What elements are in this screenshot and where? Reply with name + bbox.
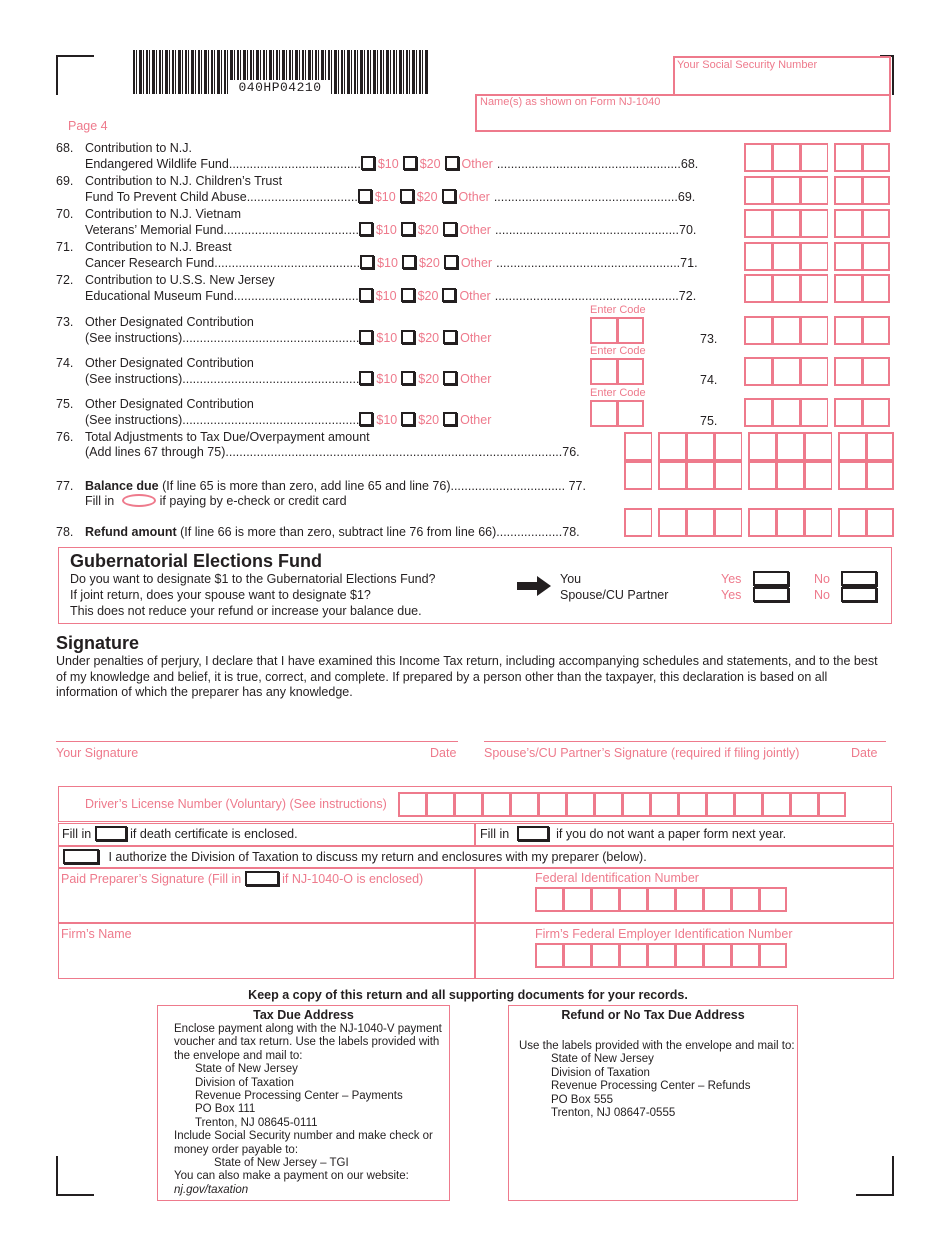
leader-dots: ..................................................... — [494, 223, 680, 237]
option-10: $10 — [375, 289, 397, 303]
preparer-signature-row — [61, 871, 423, 886]
amount-field-76[interactable] — [624, 432, 894, 461]
line-label: Other Designated Contribution — [85, 356, 254, 370]
corner-mark-top-left — [56, 55, 94, 95]
address-line: money order payable to: — [174, 1143, 299, 1156]
address-line: State of New Jersey — [551, 1053, 654, 1066]
divider — [58, 867, 894, 869]
gef-line-3: This does not reduce your refund or increase your balance due. — [70, 604, 422, 618]
page-number: Page 4 — [68, 119, 108, 133]
checkbox-other[interactable] — [443, 330, 457, 344]
checkbox-other[interactable] — [443, 371, 457, 385]
option-other: Other — [461, 157, 493, 171]
enter-code-label: Enter Code — [590, 345, 646, 357]
option-20: $20 — [419, 157, 441, 171]
address-line: Division of Taxation — [195, 1076, 294, 1089]
echeck-label: if paying by e-check or credit card — [159, 494, 347, 508]
code-field-73[interactable] — [590, 317, 644, 344]
option-other: Other — [460, 413, 492, 427]
gef-you-yes-box[interactable] — [753, 571, 789, 586]
death-cert-row — [62, 826, 298, 841]
fill-in-label: Fill in — [85, 494, 115, 508]
enter-code-label: Enter Code — [590, 387, 646, 399]
option-other: Other — [458, 190, 490, 204]
code-field-75[interactable] — [590, 400, 644, 427]
amount-field-73[interactable] — [744, 316, 890, 345]
corner-mark-bottom-left — [56, 1156, 94, 1196]
address-line: Trenton, NJ 08645-0111 — [195, 1116, 318, 1129]
line-number: 76. — [56, 430, 74, 444]
refund-address — [519, 1040, 795, 1120]
no-paper-box[interactable] — [517, 826, 549, 841]
line-ref: 72. — [678, 289, 697, 303]
refund-title: Refund or No Tax Due Address — [561, 1008, 745, 1022]
line-label-2: Cancer Research Fund — [85, 256, 215, 270]
line-ref: 70. — [679, 223, 697, 237]
checkbox-other[interactable] — [443, 412, 457, 426]
option-10: $10 — [376, 413, 398, 427]
line-ref: 71. — [680, 256, 698, 270]
option-20: $20 — [416, 190, 438, 204]
amount-field-69[interactable] — [744, 176, 890, 205]
line-label-2: (See instructions) — [85, 413, 183, 427]
option-other: Other — [460, 256, 493, 270]
leader-dots: ..................................................... — [496, 256, 681, 270]
leader-dots: ................................................... — [182, 413, 360, 427]
line-label-2: (Add lines 67 through 75) — [85, 445, 226, 459]
checkbox-20[interactable] — [400, 189, 414, 203]
option-20: $20 — [418, 372, 440, 386]
gef-spouse-yes-label: Yes — [721, 588, 742, 602]
option-20: $20 — [418, 413, 440, 427]
signature-title: Signature — [56, 633, 140, 653]
option-10: $10 — [376, 372, 398, 386]
line-ref: 76. — [562, 445, 580, 459]
line-72 — [56, 273, 696, 304]
corner-mark-bottom-right — [856, 1156, 894, 1196]
leader-dots: ....................................... — [223, 223, 359, 237]
divider — [474, 823, 476, 845]
address-line: Division of Taxation — [551, 1066, 650, 1079]
address-line: Trenton, NJ 08647-0555 — [551, 1107, 676, 1120]
line-label: (If line 66 is more than zero, subtract line 76 from line 66) — [176, 525, 497, 539]
authorize-box[interactable] — [63, 849, 99, 864]
leader-dots: ..................................................... — [494, 289, 679, 303]
line-number: 73. — [56, 315, 74, 329]
checkbox-other[interactable] — [443, 222, 457, 236]
line-label-2: (See instructions) — [85, 331, 183, 345]
line-label: Contribution to N.J. Vietnam — [85, 207, 242, 221]
gef-spouse-yes-box[interactable] — [753, 587, 789, 602]
gef-spouse-no-box[interactable] — [841, 587, 877, 602]
preparer-signature-label-2: if NJ-1040-O is enclosed) — [282, 872, 424, 886]
option-10: $10 — [374, 190, 396, 204]
perjury-statement: Under penalties of perjury, I declare that I have examined this Income Tax return, including accompanying schedules and statements, and to the best of my knowledge and belief, it is true, correct, and complete. If prepared by a person other than the taxpayer, this declaration is based on all information of which the preparer has any knowledge. — [56, 654, 878, 699]
gef-you-label: You — [560, 572, 582, 586]
leader-dots: ................................................................................................. — [225, 445, 563, 459]
preparer-signature-label: Paid Preparer’s Signature (Fill in — [61, 872, 242, 886]
gef-you-yes-label: Yes — [721, 572, 742, 586]
gef-title: Gubernatorial Elections Fund — [70, 551, 323, 571]
option-other: Other — [460, 331, 492, 345]
gef-line-1: Do you want to designate $1 to the Gubernatorial Elections Fund? — [70, 572, 436, 586]
tax-due-address — [174, 1023, 442, 1197]
option-20: $20 — [418, 331, 440, 345]
line-number: 77. — [56, 479, 74, 493]
checkbox-other[interactable] — [444, 255, 458, 269]
line-label: Contribution to N.J. Children’s Trust — [85, 174, 283, 188]
gef-you-no-label: No — [814, 572, 830, 586]
line-number: 78. — [56, 525, 74, 539]
line-bold: Balance due — [85, 479, 159, 493]
address-line: PO Box 555 — [551, 1093, 614, 1106]
checkbox-20[interactable] — [401, 371, 415, 385]
line-69 — [56, 174, 695, 205]
authorize-label: I authorize the Division of Taxation to discuss my return and enclosures with my preparer (below). — [108, 850, 647, 864]
fill-in-label: Fill in — [480, 827, 510, 841]
line-ref: 77. — [568, 479, 586, 493]
nj1040o-box[interactable] — [245, 871, 279, 886]
leader-dots: ................................. — [450, 479, 566, 493]
leader-dots: .................................... — [233, 289, 359, 303]
checkbox-10[interactable] — [359, 222, 373, 236]
checkbox-10[interactable] — [359, 371, 373, 385]
line-label: Other Designated Contribution — [85, 315, 254, 329]
line-75 — [56, 397, 495, 428]
checkbox-10[interactable] — [359, 330, 373, 344]
line-number: 68. — [56, 141, 74, 155]
line-label: Total Adjustments to Tax Due/Overpayment amount — [85, 430, 370, 444]
option-20: $20 — [417, 223, 439, 237]
option-20: $20 — [417, 289, 439, 303]
no-paper-label: if you do not want a paper form next year. — [556, 827, 787, 841]
drivers-license-field[interactable] — [398, 792, 846, 817]
spouse-date-label: Date — [851, 746, 878, 760]
line-ref: 75. — [700, 414, 718, 428]
fill-in-label: Fill in — [62, 827, 92, 841]
leader-dots: .......................................... — [214, 256, 361, 270]
address-line: voucher and tax return. Use the labels provided with — [174, 1036, 440, 1049]
enter-code-label: Enter Code — [590, 304, 646, 316]
line-label: Other Designated Contribution — [85, 397, 254, 411]
your-signature-line[interactable] — [56, 741, 458, 742]
death-cert-box[interactable] — [95, 826, 127, 841]
line-number: 69. — [56, 174, 74, 188]
amount-field-71[interactable] — [744, 242, 890, 271]
line-label: Contribution to N.J. — [85, 141, 192, 155]
authorize-row — [63, 849, 647, 864]
option-other: Other — [460, 372, 492, 386]
fed-id-label: Federal Identification Number — [535, 871, 699, 885]
line-number: 72. — [56, 273, 74, 287]
option-10: $10 — [377, 157, 399, 171]
fed-id-field[interactable] — [535, 887, 787, 912]
line-label-2: (See instructions) — [85, 372, 183, 386]
checkbox-20[interactable] — [402, 255, 416, 269]
line-label-2: Endangered Wildlife Fund — [85, 157, 229, 171]
line-73 — [56, 315, 495, 346]
firm-ein-field[interactable] — [535, 943, 787, 968]
option-20: $20 — [418, 256, 440, 270]
address-line: Use the labels provided with the envelope and mail to: — [519, 1040, 795, 1052]
spouse-signature-label: Spouse’s/CU Partner’s Signature (required if filing jointly) — [484, 746, 800, 760]
line-ref: 69. — [677, 190, 696, 204]
gef-you-no-box[interactable] — [841, 571, 877, 586]
checkbox-other[interactable] — [442, 288, 456, 302]
line-78 — [56, 525, 580, 540]
leader-dots: ..................................................... — [496, 157, 681, 171]
spouse-signature-line[interactable] — [484, 741, 886, 742]
tax-due-title: Tax Due Address — [253, 1008, 354, 1022]
address-line: Enclose payment along with the NJ-1040-V payment — [174, 1023, 442, 1035]
checkbox-10[interactable] — [359, 412, 373, 426]
drivers-license-label: Driver’s License Number (Voluntary) (See instructions) — [85, 797, 387, 811]
checkbox-10[interactable] — [360, 255, 374, 269]
gef-line-2: If joint return, does your spouse want to designate $1? — [70, 588, 371, 602]
checkbox-10[interactable] — [361, 156, 375, 170]
line-label: Contribution to U.S.S. New Jersey — [85, 273, 275, 287]
line-label: (If line 65 is more than zero, add line 65 and line 76) — [158, 479, 451, 493]
checkbox-other[interactable] — [442, 189, 456, 203]
line-68 — [56, 141, 698, 172]
line-number: 70. — [56, 207, 74, 221]
line-label-2: Fund To Prevent Child Abuse — [85, 190, 247, 204]
divider — [58, 845, 894, 847]
amount-field-74[interactable] — [744, 357, 890, 386]
checkbox-20[interactable] — [401, 412, 415, 426]
code-field-74[interactable] — [590, 358, 644, 385]
line-ref: 74. — [700, 373, 718, 387]
line-number: 71. — [56, 240, 74, 254]
checkbox-20[interactable] — [401, 288, 415, 302]
line-76 — [56, 430, 580, 460]
option-10: $10 — [376, 331, 398, 345]
address-line: PO Box 111 — [195, 1103, 256, 1116]
line-ref: 73. — [700, 332, 718, 346]
line-number: 75. — [56, 397, 74, 411]
line-bold: Refund amount — [85, 525, 177, 539]
firm-name-label: Firm’s Name — [61, 927, 132, 941]
checkbox-10[interactable] — [359, 288, 373, 302]
date-label: Date — [430, 746, 457, 760]
checkbox-20[interactable] — [403, 156, 417, 170]
option-other: Other — [459, 289, 491, 303]
line-ref: 78. — [562, 525, 580, 539]
address-line: Include Social Security number and make check or — [174, 1130, 433, 1143]
line-label: Contribution to N.J. Breast — [85, 240, 232, 254]
option-other: Other — [459, 223, 491, 237]
your-signature-label: Your Signature — [56, 746, 139, 760]
amount-field-72[interactable] — [744, 274, 890, 303]
leader-dots: ................................................... — [182, 331, 360, 345]
line-77 — [56, 479, 586, 509]
gef-spouse-label: Spouse/CU Partner — [560, 588, 669, 602]
address-line: State of New Jersey — [195, 1063, 298, 1076]
option-10: $10 — [377, 256, 398, 270]
leader-dots: ................................ — [246, 190, 358, 204]
address-line: State of New Jersey – TGI — [214, 1157, 349, 1170]
keep-copy-note: Keep a copy of this return and all supporting documents for your records. — [248, 988, 688, 1002]
address-line: the envelope and mail to: — [174, 1049, 303, 1062]
address-line: Revenue Processing Center – Refunds — [551, 1080, 751, 1093]
option-10: $10 — [375, 223, 397, 237]
leader-dots: ..................................................... — [493, 190, 678, 204]
line-label-2: Veterans’ Memorial Fund — [85, 223, 224, 237]
divider — [474, 867, 476, 979]
line-number: 74. — [56, 356, 74, 370]
amount-field-77[interactable] — [624, 461, 894, 490]
address-line: Revenue Processing Center – Payments — [195, 1090, 403, 1103]
gef-spouse-no-label: No — [814, 588, 830, 602]
checkbox-20[interactable] — [401, 222, 415, 236]
leader-dots: ................... — [496, 525, 563, 539]
ssn-label: Your Social Security Number — [677, 59, 818, 71]
firm-ein-label: Firm’s Federal Employer Identification Number — [535, 927, 793, 941]
death-cert-label: if death certificate is enclosed. — [130, 827, 298, 841]
divider — [58, 922, 894, 924]
checkbox-10[interactable] — [358, 189, 372, 203]
no-paper-row — [480, 826, 786, 841]
amount-field-78[interactable] — [624, 508, 894, 537]
checkbox-other[interactable] — [445, 156, 459, 170]
barcode-number: 040HP04210 — [230, 80, 330, 96]
line-70 — [56, 207, 696, 238]
line-74 — [56, 356, 495, 387]
leader-dots: ...................................... — [228, 157, 361, 171]
echeck-oval[interactable] — [122, 494, 156, 507]
address-line: You can also make a payment on our website: — [174, 1170, 409, 1183]
name-label: Name(s) as shown on Form NJ-1040 — [480, 96, 661, 108]
line-71 — [56, 240, 698, 271]
checkbox-20[interactable] — [401, 330, 415, 344]
amount-field-70[interactable] — [744, 209, 890, 238]
amount-field-68[interactable] — [744, 143, 890, 172]
amount-field-75[interactable] — [744, 398, 890, 427]
line-label-2: Educational Museum Fund — [85, 289, 234, 303]
website-link[interactable]: nj.gov/taxation — [174, 1183, 249, 1196]
arrow-right-icon — [517, 576, 551, 596]
leader-dots: ................................................... — [182, 372, 360, 386]
line-ref: 68. — [680, 157, 699, 171]
